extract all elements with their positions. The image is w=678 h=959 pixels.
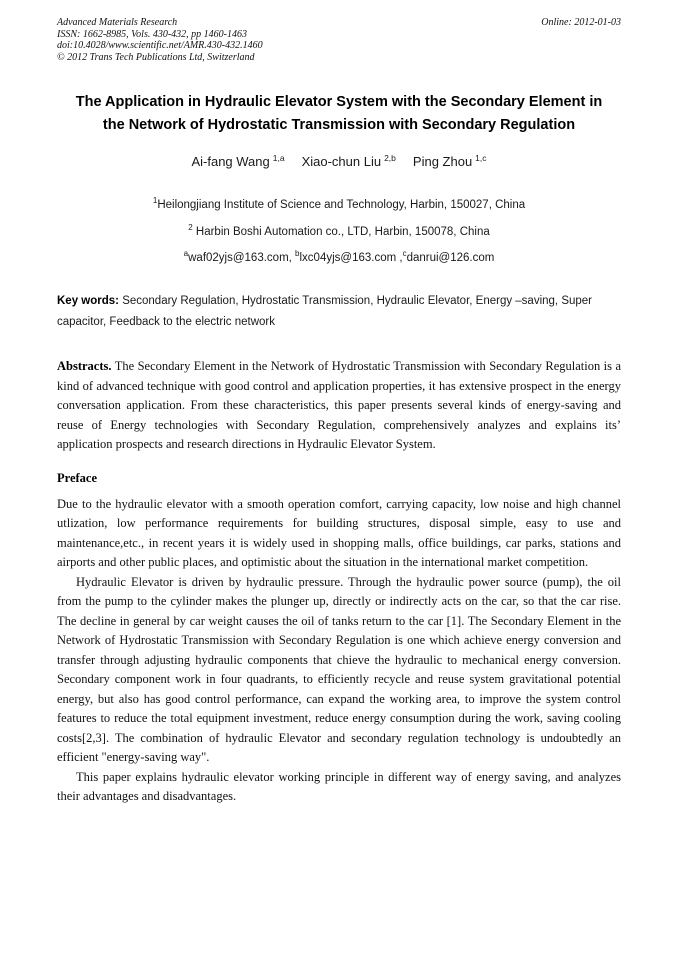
keywords-text: Secondary Regulation, Hydrostatic Transmission, Hydraulic Elevator, Energy –saving, Super capacitor, Feedback to the electric network bbox=[57, 295, 593, 328]
abstract-label: Abstracts. bbox=[57, 359, 112, 374]
email-2-address: lxc04yjs@163.com , bbox=[299, 251, 403, 264]
email-3 bbox=[402, 248, 495, 264]
abstract-text: The Secondary Element in the Network of Hydrostatic Transmission with Secondary Regulation is a kind of advanced technique with good control and application properties, it has extensive prospect in the energy conversation application. From these characteristics, this paper presents several kinds of energy-saving and reuse of Energy technologies with Secondary Regulation, comprehensively analyzes and explains its’ application prospects and research directions in Hydraulic Elevator System. bbox=[57, 359, 621, 452]
affiliation-1-text: Heilongjiang Institute of Science and Technology, Harbin, 150027, China bbox=[157, 199, 526, 212]
abstract-paragraph bbox=[57, 357, 621, 455]
authors-line bbox=[57, 153, 621, 169]
keywords-line bbox=[57, 291, 621, 332]
copyright-line: © 2012 Trans Tech Publications Ltd, Switzerland bbox=[57, 51, 255, 63]
affiliation-2-text: Harbin Boshi Automation co., LTD, Harbin, 150078, China bbox=[192, 225, 490, 238]
preface-paragraph-1: Due to the hydraulic elevator with a smooth operation comfort, carrying capacity, low noise and high channel utlization, low performance requirements for building structures, disposal simple, easy to use and maintenance,etc., in recent years it is widely used in shopping malls, office buildings, car parks, stations and airports and other public places, and optimistic about the situation in the international market competition. bbox=[57, 496, 621, 570]
author-3-name: Ping Zhou bbox=[412, 154, 473, 170]
affiliation-2 bbox=[57, 217, 621, 243]
emails-line bbox=[57, 243, 621, 269]
journal-name: Advanced Materials Research bbox=[57, 17, 178, 28]
author-2-affiliation-marker: 2,b bbox=[384, 153, 396, 163]
email-3-address: danrui@126.com bbox=[406, 251, 495, 264]
affiliation-1-marker: 1 bbox=[152, 196, 158, 206]
author-3-affiliation-marker: 1,c bbox=[475, 153, 487, 163]
journal-info-block bbox=[57, 17, 263, 63]
section-heading-preface: Preface bbox=[57, 470, 98, 485]
author-1-name: Ai-fang Wang bbox=[191, 154, 270, 170]
doi-line: doi:10.4028/www.scientific.net/AMR.430-432.1460 bbox=[57, 40, 263, 51]
affiliations-block bbox=[57, 190, 621, 269]
author-1 bbox=[191, 154, 284, 169]
author-2 bbox=[302, 154, 396, 169]
online-date: Online: 2012-01-03 bbox=[541, 17, 621, 28]
affiliation-2-marker: 2 bbox=[188, 222, 193, 232]
email-2-marker: b bbox=[295, 248, 300, 258]
author-2-name: Xiao-chun Liu bbox=[301, 154, 382, 170]
email-1-marker: a bbox=[183, 248, 189, 258]
email-1-address: waf02yjs@163.com, bbox=[188, 251, 296, 264]
email-3-marker: c bbox=[402, 248, 407, 258]
email-1 bbox=[183, 248, 296, 264]
author-3 bbox=[413, 154, 487, 169]
author-1-affiliation-marker: 1,a bbox=[272, 153, 285, 163]
journal-header bbox=[57, 17, 621, 63]
preface-paragraph-3: This paper explains hydraulic elevator working principle in different way of energy saving, and analyzes their advantages and disadvantages. bbox=[57, 769, 621, 804]
keywords-label: Key words: bbox=[57, 295, 119, 308]
issn-volume-line: ISSN: 1662-8985, Vols. 430-432, pp 1460-1463 bbox=[57, 28, 247, 40]
preface-paragraph-2: Hydraulic Elevator is driven by hydraulic pressure. Through the hydraulic power source (pump), the oil from the pump to the cylinder makes the plunger up, directly or indirectly acts on the car, so that the car rise. The decline in general by car weight causes the oil of tanks return to the car [1]. The Secondary Element in the Network of Hydrostatic Transmission with Secondary Regulation is one which achieve energy conversion and transfer through adjusting hydraulic components that chieve the hydraulic to mechanical energy conversion. Secondary component work in four quadrants, to efficiently recycle and reuse system gravitational potential energy, but also has good control performance, can expand the working area, to improve the system control features to reduce the total equipment investment, reduce energy consumption during the work, saving cooling costs[2,3]. The combination of hydraulic Elevator and secondary regulation technology is undoubtedly an efficient "energy-saving way". bbox=[57, 574, 621, 765]
paper-title: The Application in Hydraulic Elevator System with the Secondary Element in the Network of Hydrostatic Transmission with Secondary Regulation bbox=[75, 94, 603, 133]
affiliation-1 bbox=[57, 190, 621, 216]
email-2 bbox=[295, 248, 403, 264]
